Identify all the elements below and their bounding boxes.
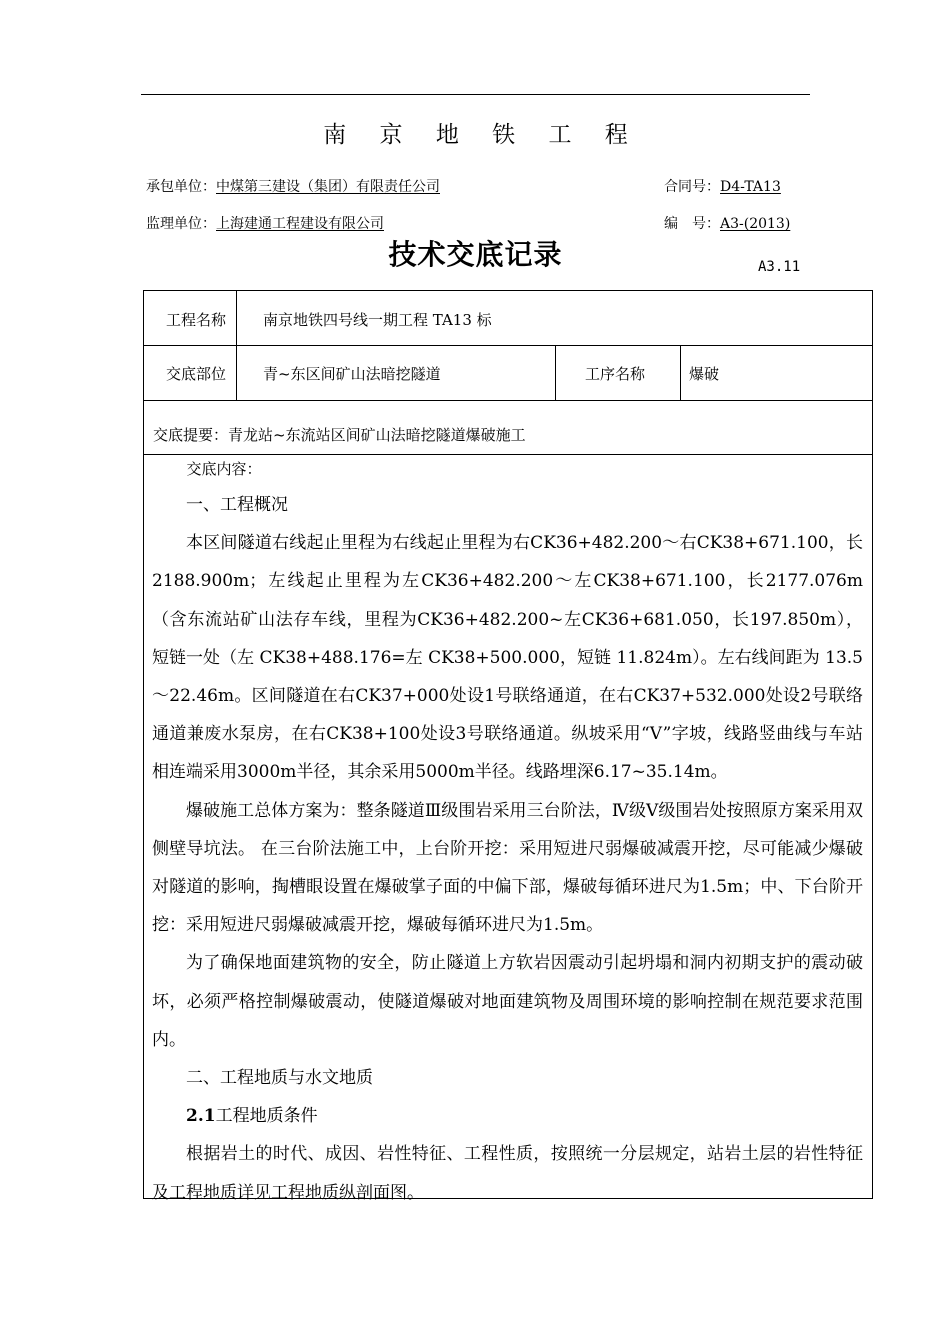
- subsection-title-text: 工程地质条件: [215, 1106, 318, 1127]
- contract-no-value: D4-TA13: [720, 179, 781, 195]
- subsection-number: 2.1: [186, 1106, 216, 1127]
- paragraph-blasting-plan: 爆破施工总体方案为：整条隧道Ⅲ级围岩采用三台阶法，Ⅳ级Ⅴ级围岩处按照原方案采用双侧壁导坑法。 在三台阶法施工中，上台阶开挖：采用短进尺弱爆破减震开挖，尽可能减少爆破对隧道的影响，掏槽眼设置在爆破掌子面的中偏下部，爆破每循环进尺为1.5m；中、下台阶开挖：采用短进尺弱爆破减震开挖，爆破每循环进尺为1.5m。: [152, 800, 863, 936]
- form-title: 技术交底记录: [388, 238, 563, 271]
- contractor-label: 承包单位：: [146, 179, 216, 195]
- supervisor-value: 上海建通工程建设有限公司: [216, 216, 384, 232]
- serial-no-line: [664, 213, 790, 233]
- contractor-line: [146, 176, 440, 196]
- paragraph-safety: 为了确保地面建筑物的安全，防止隧道上方软岩因震动引起坍塌和洞内初期支护的震动破坏，必须严格控制爆破震动，使隧道爆破对地面建筑物及周围环境的影响控制在规范要求范围内。: [152, 953, 863, 1050]
- contract-no-line: [664, 176, 781, 196]
- process-value: 爆破: [689, 365, 720, 383]
- supervisor-label: 监理单位：: [146, 216, 216, 232]
- section-2-title: 二、工程地质与水文地质: [186, 1068, 373, 1089]
- serial-no-value: A3-(2013): [720, 216, 791, 232]
- form-code: A3.11: [758, 259, 801, 275]
- project-title: 南 京 地 铁 工 程: [323, 122, 641, 148]
- subsection-2-1-title: [152, 1097, 863, 1135]
- process-label: 工序名称: [585, 365, 646, 383]
- section-1-title: 一、工程概况: [186, 495, 288, 515]
- serial-no-label: 编 号：: [664, 216, 720, 232]
- location-label: 交底部位: [166, 365, 227, 383]
- supervisor-line: [146, 213, 384, 233]
- col-divider: [555, 345, 556, 400]
- col-divider: [680, 345, 681, 400]
- header-rule: [141, 94, 810, 95]
- contract-no-label: 合同号：: [664, 179, 720, 195]
- row-divider: [144, 400, 872, 401]
- col-divider: [236, 291, 237, 400]
- content-label: 交底内容：: [186, 460, 262, 478]
- contractor-value: 中煤第三建设（集团）有限责任公司: [216, 179, 440, 195]
- summary-line: 交底提要：青龙站~东流站区间矿山法暗挖隧道爆破施工: [153, 426, 526, 444]
- paragraph-geology: 根据岩土的时代、成因、岩性特征、工程性质，按照统一分层规定，站岩土层的岩性特征及工程地质详见工程地质纵剖面图。: [152, 1144, 863, 1203]
- row-divider: [144, 345, 872, 346]
- paragraph-overview: 本区间隧道右线起止里程为右线起止里程为右CK36+482.200～右CK38+671.100，长2188.900m；左线起止里程为左CK36+482.200～左CK38+671.100，长2177.076m（含东流站矿山法存车线，里程为CK36+482.200~左CK36+681.050，长197.850m），短链一处（左 CK38+488.176=左 CK38+500.000，短链 11.824m）。左右线间距为 13.5～22.46m。区间隧道在右CK37+000处设1号联络通道，在右CK37+532.000处设2号联络通道兼废水泵房，在右CK38+100处设3号联络通道。纵坡采用“V”字坡，线路竖曲线与车站相连端采用3000m半径，其余采用5000m半径。线路埋深6.17~35.14m。: [152, 533, 863, 783]
- content-body: [152, 452, 863, 1212]
- location-value: 青~东区间矿山法暗挖隧道: [263, 365, 441, 383]
- project-name-value: 南京地铁四号线一期工程 TA13 标: [263, 311, 492, 329]
- project-name-label: 工程名称: [166, 311, 227, 329]
